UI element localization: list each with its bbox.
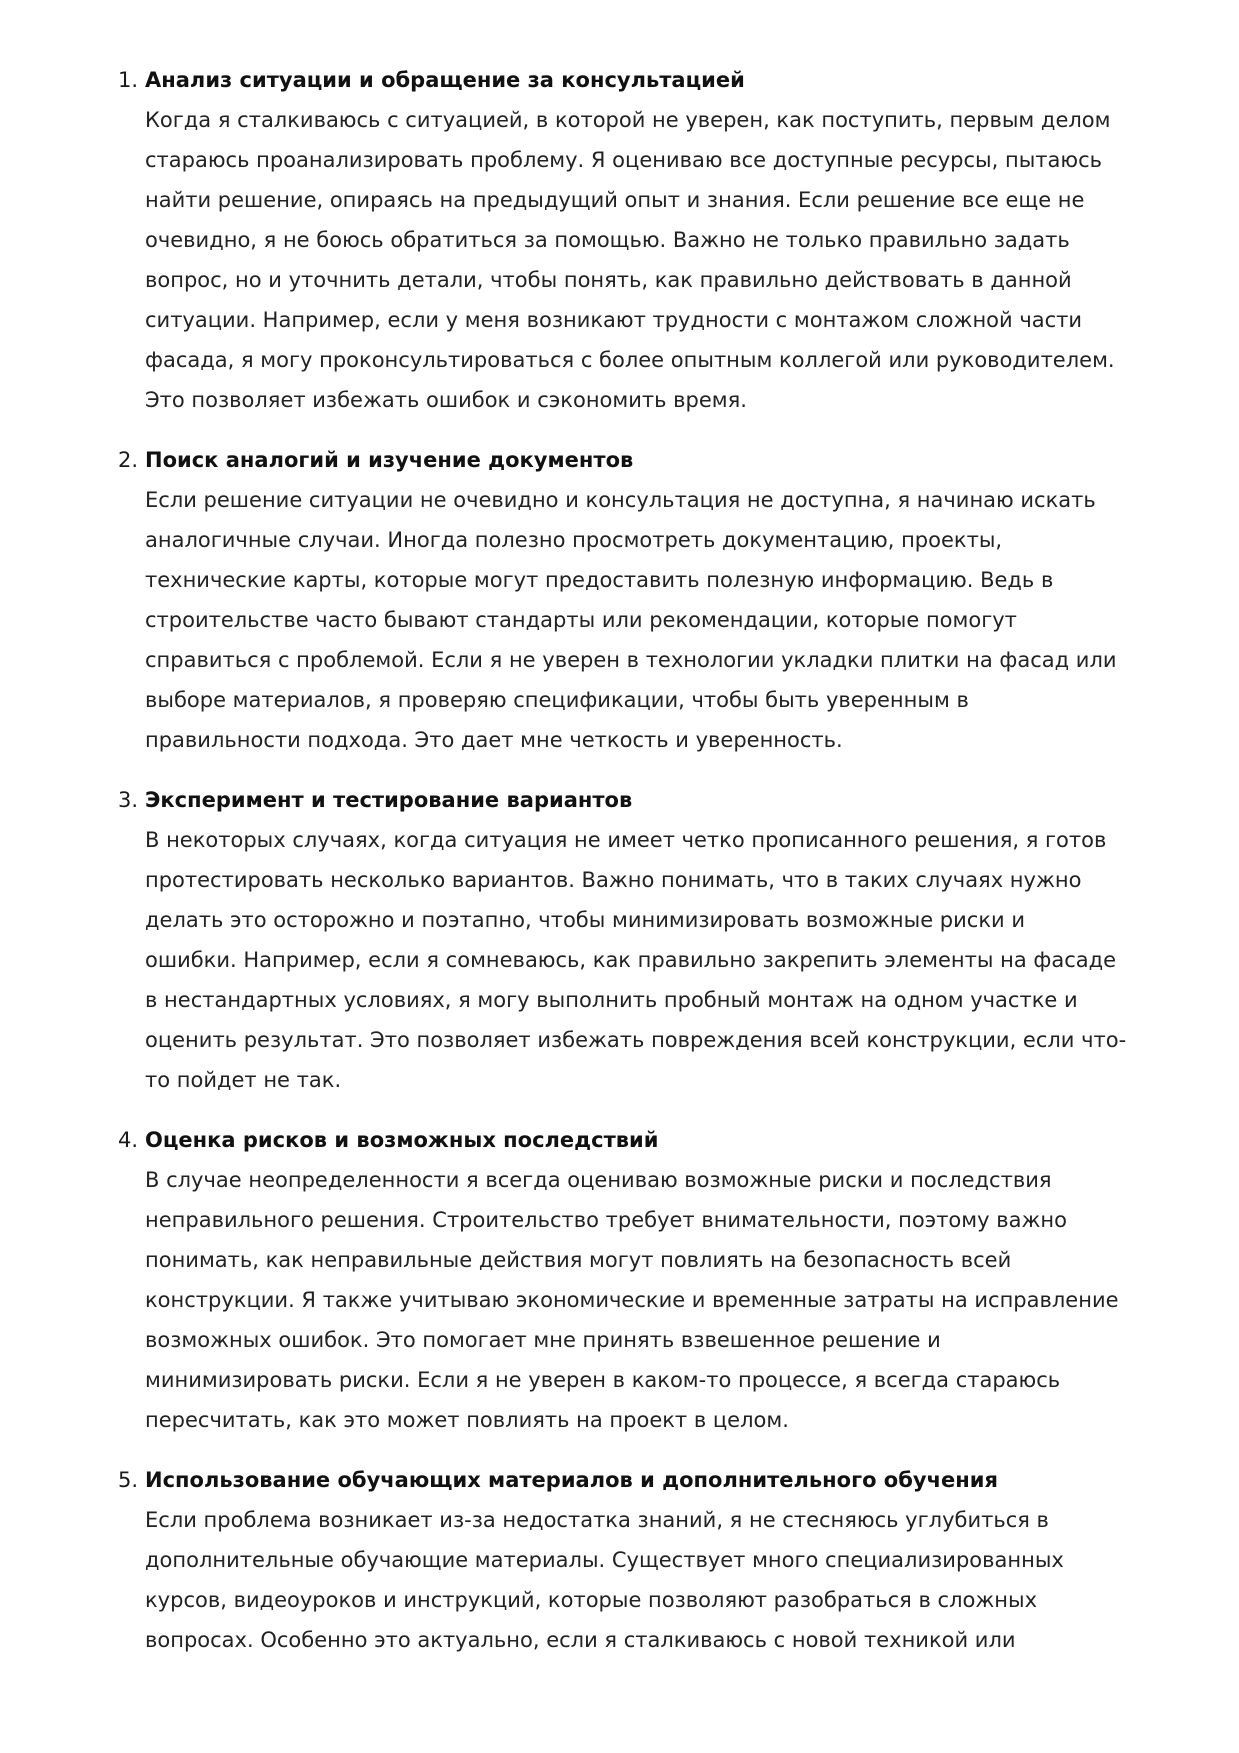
item-heading	[118, 1120, 1148, 1160]
list-item	[118, 1120, 1148, 1440]
item-paragraph: Если решение ситуации не очевидно и консультация не доступна, я начинаю искать аналогичные случаи. Иногда полезно просмотреть документацию, проекты, технические карты, которые могут предоставить полезную информацию. Ведь в строительстве часто бывают стандарты или рекомендации, которые помогут справиться с проблемой. Если я не уверен в технологии укладки плитки на фасад или выборе материалов, я проверяю спецификации, чтобы быть уверенным в правильности подхода. Это дает мне четкость и уверенность.	[145, 488, 1117, 752]
item-title: Поиск аналогий и изучение документов	[145, 448, 634, 472]
list-item	[118, 60, 1148, 420]
item-title: Анализ ситуации и обращение за консультацией	[145, 68, 745, 92]
item-title: Эксперимент и тестирование вариантов	[145, 788, 633, 812]
item-paragraph: В случае неопределенности я всегда оцениваю возможные риски и последствия неправильного решения. Строительство требует внимательности, поэтому важно понимать, как неправильные действия могут повлиять на безопасность всей конструкции. Я также учитываю экономические и временные затраты на исправление возможных ошибок. Это помогает мне принять взвешенное решение и минимизировать риски. Если я не уверен в каком-то процессе, я всегда стараюсь пересчитать, как это может повлиять на проект в целом.	[145, 1168, 1119, 1432]
item-heading	[118, 1460, 1148, 1500]
item-heading	[118, 60, 1148, 100]
item-paragraph: В некоторых случаях, когда ситуация не имеет четко прописанного решения, я готов протестировать несколько вариантов. Важно понимать, что в таких случаях нужно делать это осторожно и поэтапно, чтобы минимизировать возможные риски и ошибки. Например, если я сомневаюсь, как правильно закрепить элементы на фасаде в нестандартных условиях, я могу выполнить пробный монтаж на одном участке и оценить результат. Это позволяет избежать повреждения всей конструкции, если что- то пойдет не так.	[145, 828, 1127, 1092]
item-number: 3.	[118, 788, 139, 812]
item-number: 5.	[118, 1468, 139, 1492]
item-heading	[118, 780, 1148, 820]
item-number: 1.	[118, 68, 139, 92]
item-title: Оценка рисков и возможных последствий	[145, 1128, 659, 1152]
item-number: 4.	[118, 1128, 139, 1152]
item-number: 2.	[118, 448, 139, 472]
item-paragraph: Когда я сталкиваюсь с ситуацией, в которой не уверен, как поступить, первым делом стараюсь проанализировать проблему. Я оцениваю все доступные ресурсы, пытаюсь найти решение, опираясь на предыдущий опыт и знания. Если решение все еще не очевидно, я не боюсь обратиться за помощью. Важно не только правильно задать вопрос, но и уточнить детали, чтобы понять, как правильно действовать в данной ситуации. Например, если у меня возникают трудности с монтажом сложной части фасада, я могу проконсультироваться с более опытным коллегой или руководителем. Это позволяет избежать ошибок и сэкономить время.	[145, 108, 1115, 412]
list-item	[118, 1460, 1148, 1660]
numbered-list	[118, 60, 1148, 1680]
item-paragraph: Если проблема возникает из-за недостатка знаний, я не стесняюсь углубиться в дополнительные обучающие материалы. Существует много специализированных курсов, видеоуроков и инструкций, которые позволяют разобраться в сложных вопросах. Особенно это актуально, если я сталкиваюсь с новой техникой или	[145, 1508, 1064, 1652]
list-item	[118, 780, 1148, 1100]
item-heading	[118, 440, 1148, 480]
item-title: Использование обучающих материалов и дополнительного обучения	[145, 1468, 998, 1492]
list-item	[118, 440, 1148, 760]
